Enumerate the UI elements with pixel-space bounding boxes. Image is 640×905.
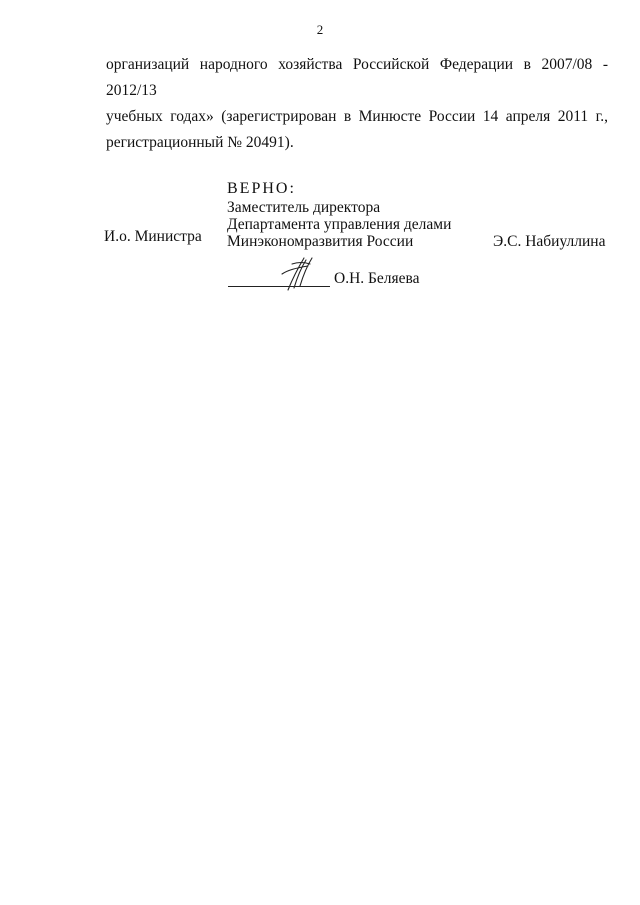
- minister-name: Э.С. Набиуллина: [493, 233, 606, 250]
- body-line: учебных годах» (зарегистрирован в Минюсте России 14 апреля 2011 г.,: [106, 108, 608, 125]
- certified-copy-block: [227, 180, 451, 250]
- body-line: регистрационный № 20491).: [106, 134, 294, 151]
- certifier-name: О.Н. Беляева: [334, 270, 420, 287]
- page-number: 2: [316, 22, 324, 37]
- acting-minister-title: И.о. Министра: [104, 228, 202, 245]
- certifier-position-line: Заместитель директора: [227, 199, 381, 216]
- body-line: организаций народного хозяйства Российской Федерации в 2007/08 - 2012/13: [106, 56, 608, 99]
- certifier-position-line: Департамента управления делами: [227, 216, 452, 233]
- certifier-signature-row: [228, 262, 448, 294]
- certified-stamp-word: ВЕРНО:: [227, 180, 296, 197]
- handwritten-signature-icon: [270, 254, 320, 294]
- body-paragraph: [106, 52, 608, 156]
- certifier-position-line: Минэкономразвития России: [227, 233, 414, 250]
